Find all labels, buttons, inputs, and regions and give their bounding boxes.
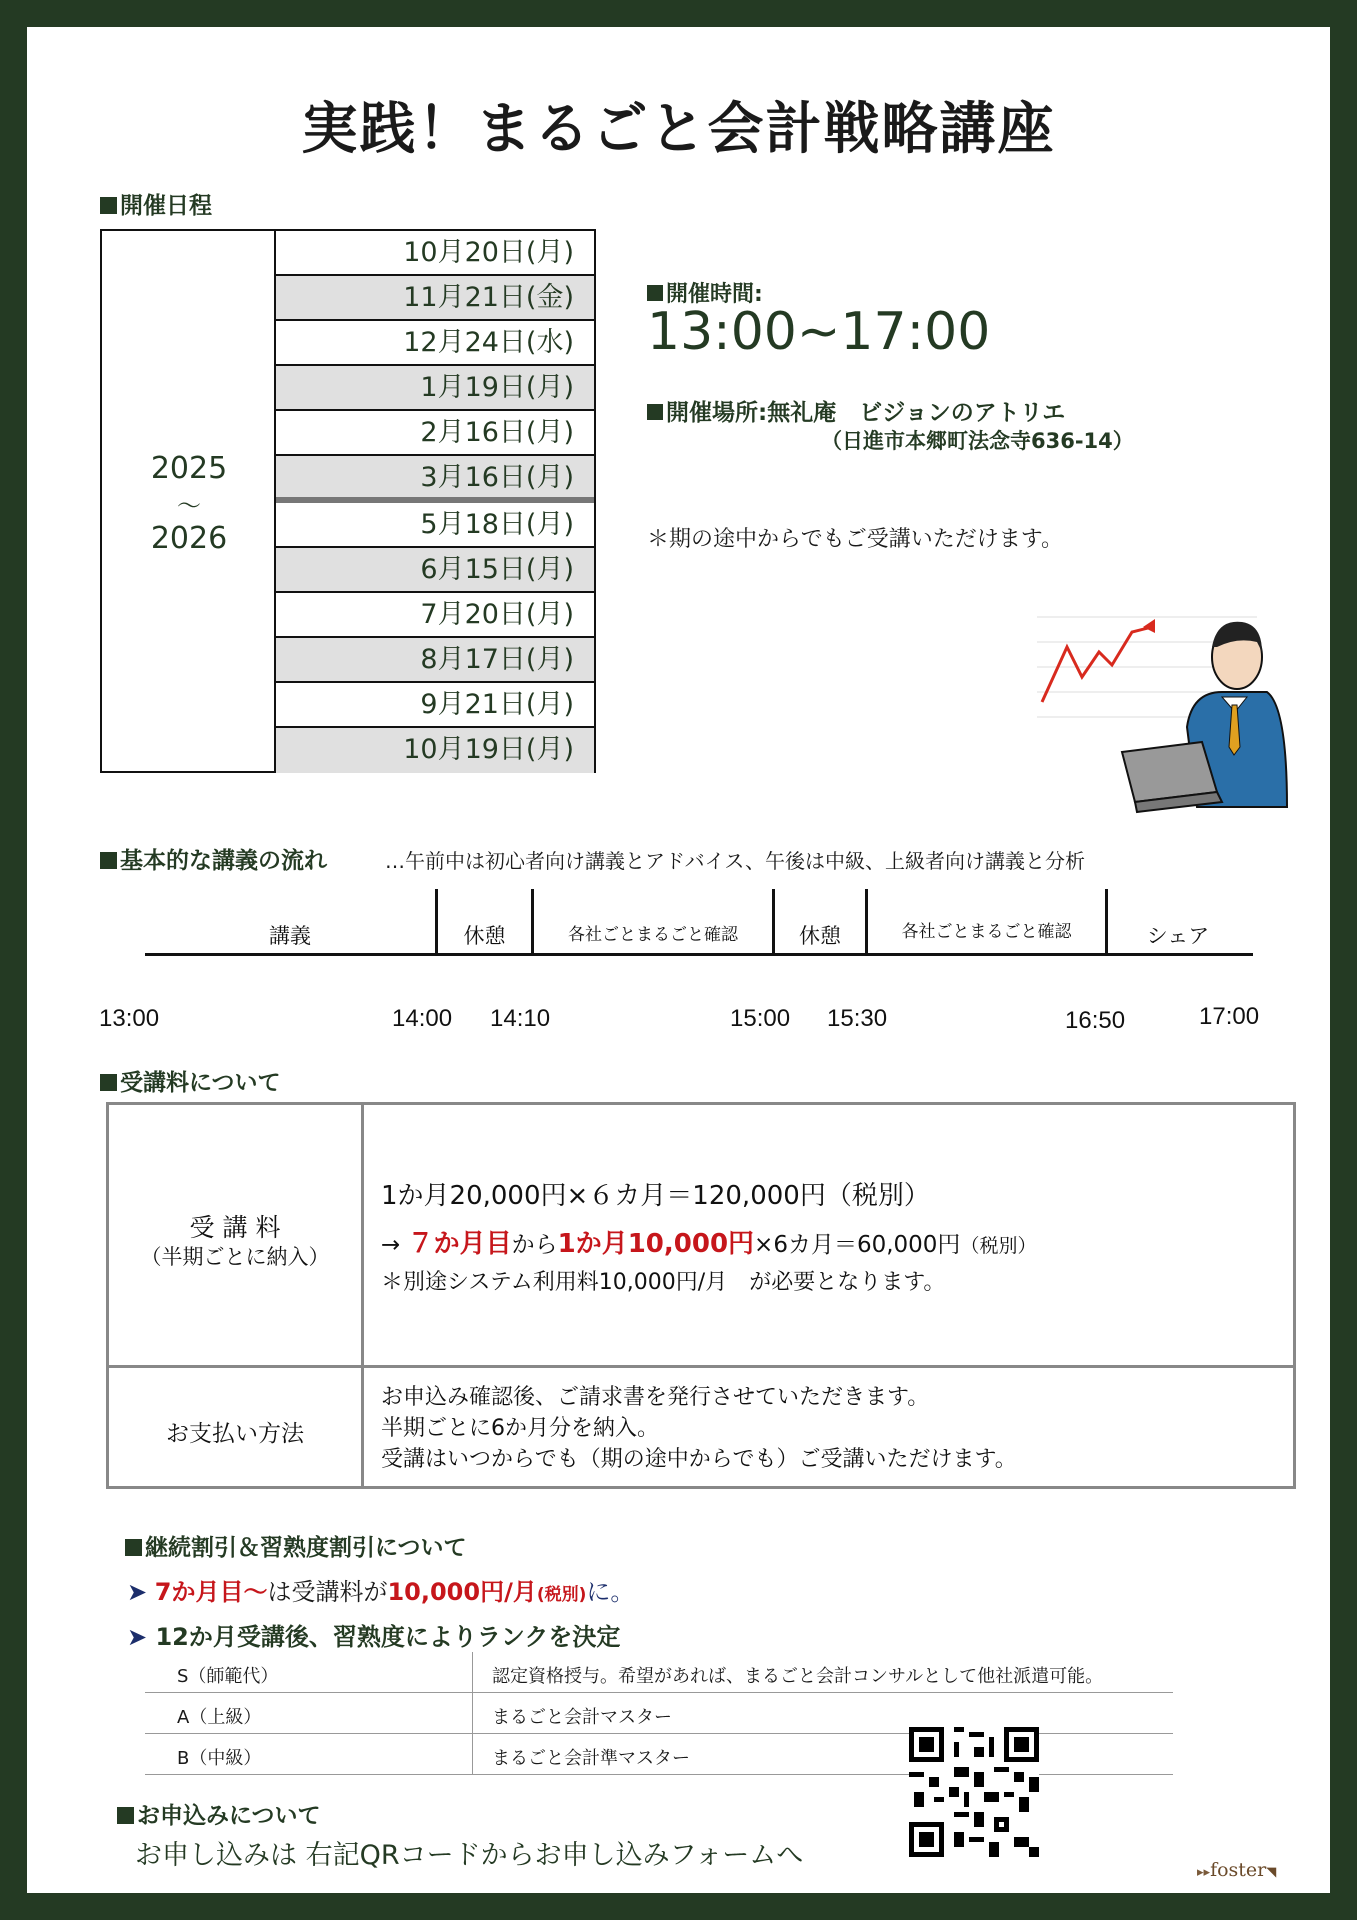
- payment-line: 半期ごとに6か月分を納入。: [381, 1416, 659, 1441]
- arrow-icon: ➤: [127, 1578, 148, 1606]
- year-end: 2026: [150, 521, 228, 556]
- fee-line1: 1か月20,000円×６カ月＝120,000円（税別）: [381, 1181, 930, 1211]
- segment-break: 休憩: [799, 924, 841, 948]
- discount-bullet: ➤ 7か月目～は受講料が10,000円/月(税別)に。: [127, 1578, 635, 1606]
- date-row: 11月21日(金): [276, 276, 594, 321]
- payment-label: お支払い方法: [166, 1421, 304, 1447]
- fee-line3: ＊別途システム利用料10,000円/月 が必要となります。: [381, 1270, 946, 1295]
- date-row: 9月21日(月): [276, 683, 594, 728]
- rank-name: B（中級）: [177, 1748, 262, 1769]
- foster-logo: ▸▸foster◥: [1197, 1859, 1277, 1881]
- flyer-page: [27, 27, 1330, 1893]
- venue-address: （日進市本郷町法念寺636-14）: [821, 429, 1134, 453]
- hours-label: 開催時間:: [647, 277, 763, 308]
- year-separator: ～: [177, 492, 201, 520]
- time-label: 13:00: [99, 1005, 160, 1032]
- businessman-illustration: [1037, 597, 1297, 837]
- segment-review: 各社ごとまるごと確認: [901, 922, 1072, 942]
- date-row: 1月19日(月): [276, 366, 594, 411]
- fee-heading: 受講料について: [100, 1064, 281, 1097]
- segment-lecture: 講義: [269, 924, 311, 948]
- rank-name: S（師範代）: [177, 1666, 279, 1687]
- year-start: 2025: [150, 451, 228, 486]
- page-title: 実践！まるごと会計戦略講座: [301, 97, 1056, 162]
- rank-bullet: ➤ 12か月受講後、習熟度によりランクを決定: [127, 1623, 621, 1651]
- schedule-heading: 開催日程: [100, 187, 212, 220]
- rank-desc: まるごと会計マスター: [492, 1707, 672, 1728]
- fee-label: 受 講 料: [189, 1213, 281, 1242]
- date-row: 7月20日(月): [276, 593, 594, 638]
- join-note: ＊期の途中からでもご受講いただけます。: [647, 527, 1064, 552]
- time-label: 17:00: [1199, 1003, 1260, 1030]
- year-column: [102, 231, 276, 771]
- timeline-axis: [145, 953, 1253, 956]
- hours-value: 13:00~17:00: [647, 302, 991, 362]
- date-row: 5月18日(月): [276, 503, 594, 548]
- rank-desc: まるごと会計準マスター: [492, 1748, 690, 1769]
- date-row: 6月15日(月): [276, 548, 594, 593]
- time-label: 16:50: [1065, 1007, 1126, 1034]
- time-label: 14:00: [392, 1005, 453, 1032]
- qr-code[interactable]: [909, 1727, 1039, 1857]
- date-row: 12月24日(水): [276, 321, 594, 366]
- flow-subtitle: …午前中は初心者向け講義とアドバイス、午後は中級、上級者向け講義と分析: [385, 849, 1085, 873]
- segment-share: シェア: [1146, 924, 1210, 948]
- apply-text: お申し込みは 右記QRコードからお申し込みフォームへ: [135, 1840, 804, 1871]
- payment-line: お申込み確認後、ご請求書を発行させていただきます。: [381, 1385, 930, 1410]
- date-row: 8月17日(月): [276, 638, 594, 683]
- discount-heading: 継続割引＆習熟度割引について: [125, 1529, 467, 1562]
- apply-heading: お申込みについて: [117, 1797, 321, 1830]
- date-row: 10月19日(月): [276, 728, 594, 773]
- fee-label-sub: （半期ごとに納入）: [140, 1245, 330, 1269]
- rank-row: [145, 1652, 1173, 1693]
- rank-name: A（上級）: [177, 1707, 262, 1728]
- rank-desc: 認定資格授与。希望があれば、まるごと会計コンサルとして他社派遣可能。: [492, 1666, 1104, 1687]
- time-label: 15:30: [827, 1005, 888, 1032]
- date-row: 2月16日(月): [276, 411, 594, 456]
- payment-line: 受講はいつからでも（期の途中からでも）ご受講いただけます。: [381, 1447, 1017, 1472]
- date-row: 3月16日(月): [276, 456, 594, 503]
- arrow-icon: ➤: [127, 1623, 148, 1651]
- segment-review: 各社ごとまるごと確認: [568, 925, 738, 945]
- venue-label: 開催場所:無礼庵 ビジョンのアトリエ: [647, 394, 1065, 427]
- fee-line2: → ７か月目から1か月10,000円×6カ月＝60,000円（税別）: [381, 1229, 1037, 1259]
- time-label: 14:10: [490, 1005, 551, 1032]
- flow-heading: 基本的な講義の流れ: [100, 842, 327, 875]
- fee-table: [106, 1102, 1296, 1489]
- date-row: 10月20日(月): [276, 231, 594, 276]
- segment-break: 休憩: [463, 924, 506, 948]
- schedule-table: [100, 229, 596, 773]
- time-label: 15:00: [730, 1005, 791, 1032]
